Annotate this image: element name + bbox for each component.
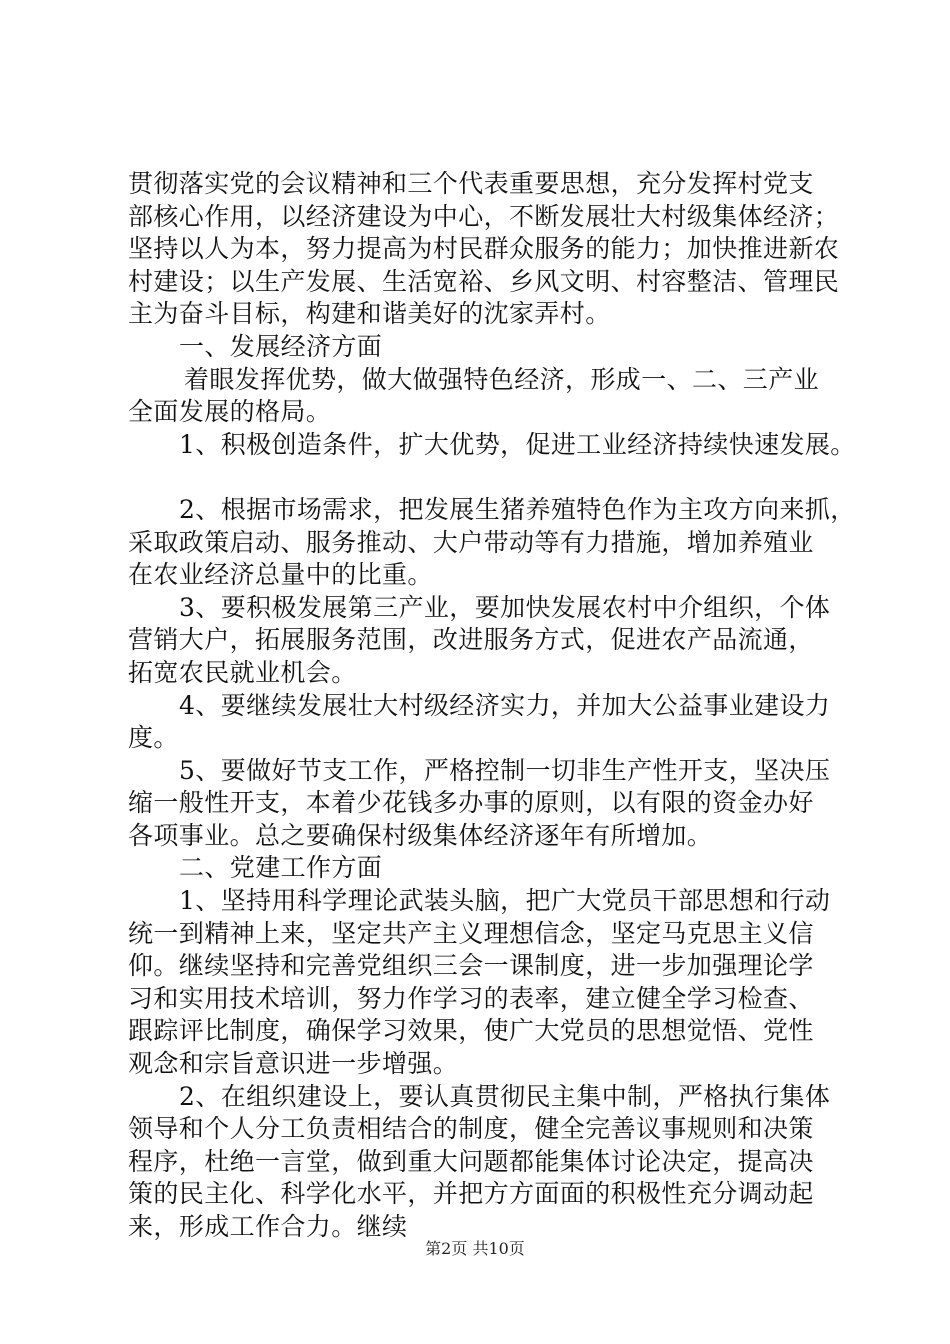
text-line: 采取政策启动、服务推动、大户带动等有力措施，增加养殖业 xyxy=(128,527,814,557)
text-line: 营销大户，拓展服务范围，改进服务方式，促进农产品流通， xyxy=(128,625,814,655)
text-line: 2、根据市场需求，把发展生猪养殖特色作为主攻方向来抓， xyxy=(179,494,856,524)
text-line: 4、要继续发展壮大村级经济实力，并加大公益事业建设力 xyxy=(179,690,831,720)
text-line: 拓宽农民就业机会。 xyxy=(128,657,357,687)
text-line: 仰。继续坚持和完善党组织三会一课制度，进一步加强理论学 xyxy=(128,951,814,981)
text-line: 程序，杜绝一言堂，做到重大问题都能集体讨论决定，提高决 xyxy=(128,1146,814,1176)
text-line: 5、要做好节支工作，严格控制一切非生产性开支，坚决压 xyxy=(179,755,831,785)
text-line: 度。 xyxy=(128,723,179,753)
text-line: 3、要积极发展第三产业，要加快发展农村中介组织，个体 xyxy=(179,592,831,622)
text-line: 部核心作用，以经济建设为中心，不断发展壮大村级集体经济； xyxy=(128,201,840,231)
section-heading: 一、发展经济方面 xyxy=(179,331,383,361)
blank-line xyxy=(128,461,843,494)
text-line: 领导和个人分工负责相结合的制度，健全完善议事规则和决策 xyxy=(128,1114,814,1144)
text-line: 1、坚持用科学理论武装头脑，把广大党员干部思想和行动 xyxy=(179,886,831,916)
text-line: 策的民主化、科学化水平，并把方方面面的积极性充分调动起 xyxy=(128,1179,814,1209)
text-line: 在农业经济总量中的比重。 xyxy=(128,560,433,590)
text-line: 着眼发挥优势，做大做强特色经济，形成一、二、三产业 xyxy=(184,364,820,394)
document-body xyxy=(128,168,856,1244)
text-line: 贯彻落实党的会议精神和三个代表重要思想，充分发挥村党支 xyxy=(128,169,814,198)
text-line: 主为奋斗目标，构建和谐美好的沈家弄村。 xyxy=(128,299,611,329)
text-line: 缩一般性开支，本着少花钱多办事的原则，以有限的资金办好 xyxy=(128,788,814,818)
text-line: 全面发展的格局。 xyxy=(128,397,332,427)
page-number-footer: 第2页 共10页 xyxy=(425,1239,525,1258)
text-line: 统一到精神上来，坚定共产主义理想信念，坚定马克思主义信 xyxy=(128,918,814,948)
text-line: 1、积极创造条件，扩大优势，促进工业经济持续快速发展。 xyxy=(179,429,856,459)
text-line: 坚持以人为本，努力提高为村民群众服务的能力；加快推进新农 xyxy=(128,234,840,264)
text-line: 跟踪评比制度，确保学习效果，使广大党员的思想觉悟、党性 xyxy=(128,1016,814,1046)
text-line: 2、在组织建设上，要认真贯彻民主集中制，严格执行集体 xyxy=(179,1081,831,1111)
text-line: 观念和宗旨意识进一步增强。 xyxy=(128,1049,459,1079)
section-heading: 二、党建工作方面 xyxy=(179,853,383,883)
text-line: 村建设；以生产发展、生活宽裕、乡风文明、村容整洁、管理民 xyxy=(128,266,840,296)
text-line: 来，形成工作合力。继续 xyxy=(128,1212,408,1241)
text-line: 各项事业。总之要确保村级集体经济逐年有所增加。 xyxy=(128,820,713,850)
text-line: 习和实用技术培训，努力作学习的表率，建立健全学习检查、 xyxy=(128,983,814,1013)
